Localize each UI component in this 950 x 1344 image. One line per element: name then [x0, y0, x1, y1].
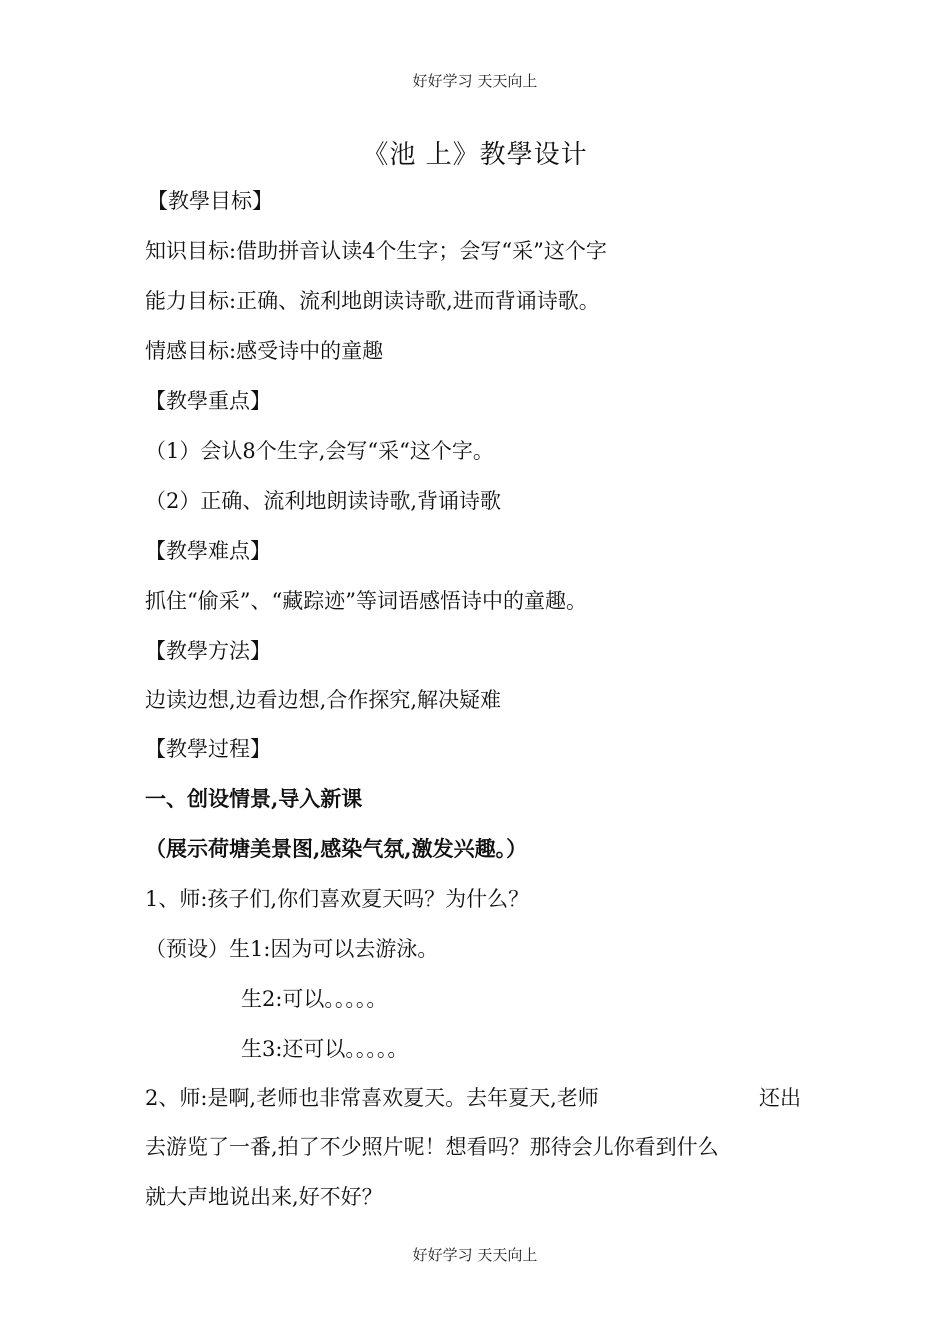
section-heading-process: 【教學过程】 [145, 737, 271, 761]
page-header: 好好学习 天天向上 [412, 72, 538, 90]
objective-ability: 能力目标:正确、流利地朗读诗歌,进而背诵诗歌。 [145, 289, 600, 313]
document-title: 《池 上》教學设计 [362, 140, 588, 170]
section-heading-methods: 【教學方法】 [145, 639, 271, 663]
section-heading-difficulties: 【教學难点】 [145, 539, 271, 563]
step-1-note: （展示荷塘美景图,感染气氛,激发兴趣。） [145, 836, 528, 861]
teacher-statement-2-cont: 还出 [759, 1086, 801, 1110]
section-heading-objectives: 【教學目标】 [147, 189, 273, 213]
page-footer: 好好学习 天天向上 [412, 1246, 538, 1264]
difficulty-text: 抓住“偷采”、“藏踪迹”等词语感悟诗中的童趣。 [145, 589, 587, 613]
objective-knowledge: 知识目标:借助拼音认读4个生字；会写“采”这个字 [145, 239, 607, 263]
key-point-2: （2）正确、流利地朗读诗歌,背诵诗歌 [145, 489, 502, 513]
step-1-heading: 一、创设情景,导入新课 [145, 786, 363, 811]
methods-text: 边读边想,边看边想,合作探究,解决疑难 [145, 688, 502, 712]
student-answer-3: 生3:还可以。。。。。 [241, 1037, 409, 1061]
teacher-statement-2-line3: 就大声地说出来,好不好？ [145, 1185, 383, 1209]
teacher-statement-2-line2: 去游览了一番,拍了不少照片呢！想看吗？那待会儿你看到什么 [145, 1135, 719, 1159]
teacher-statement-2: 2、师:是啊,老师也非常喜欢夏天。去年夏天,老师 [145, 1086, 599, 1110]
student-answer-1: （预设）生1:因为可以去游泳。 [145, 937, 439, 961]
student-answer-2: 生2:可以。。。。。 [241, 987, 388, 1011]
section-heading-key-points: 【教學重点】 [145, 389, 271, 413]
teacher-question-1: 1、师:孩子们,你们喜欢夏天吗？为什么？ [145, 887, 530, 911]
objective-emotion: 情感目标:感受诗中的童趣 [145, 339, 384, 363]
key-point-1: （1）会认8个生字,会写“采“这个字。 [145, 439, 494, 463]
